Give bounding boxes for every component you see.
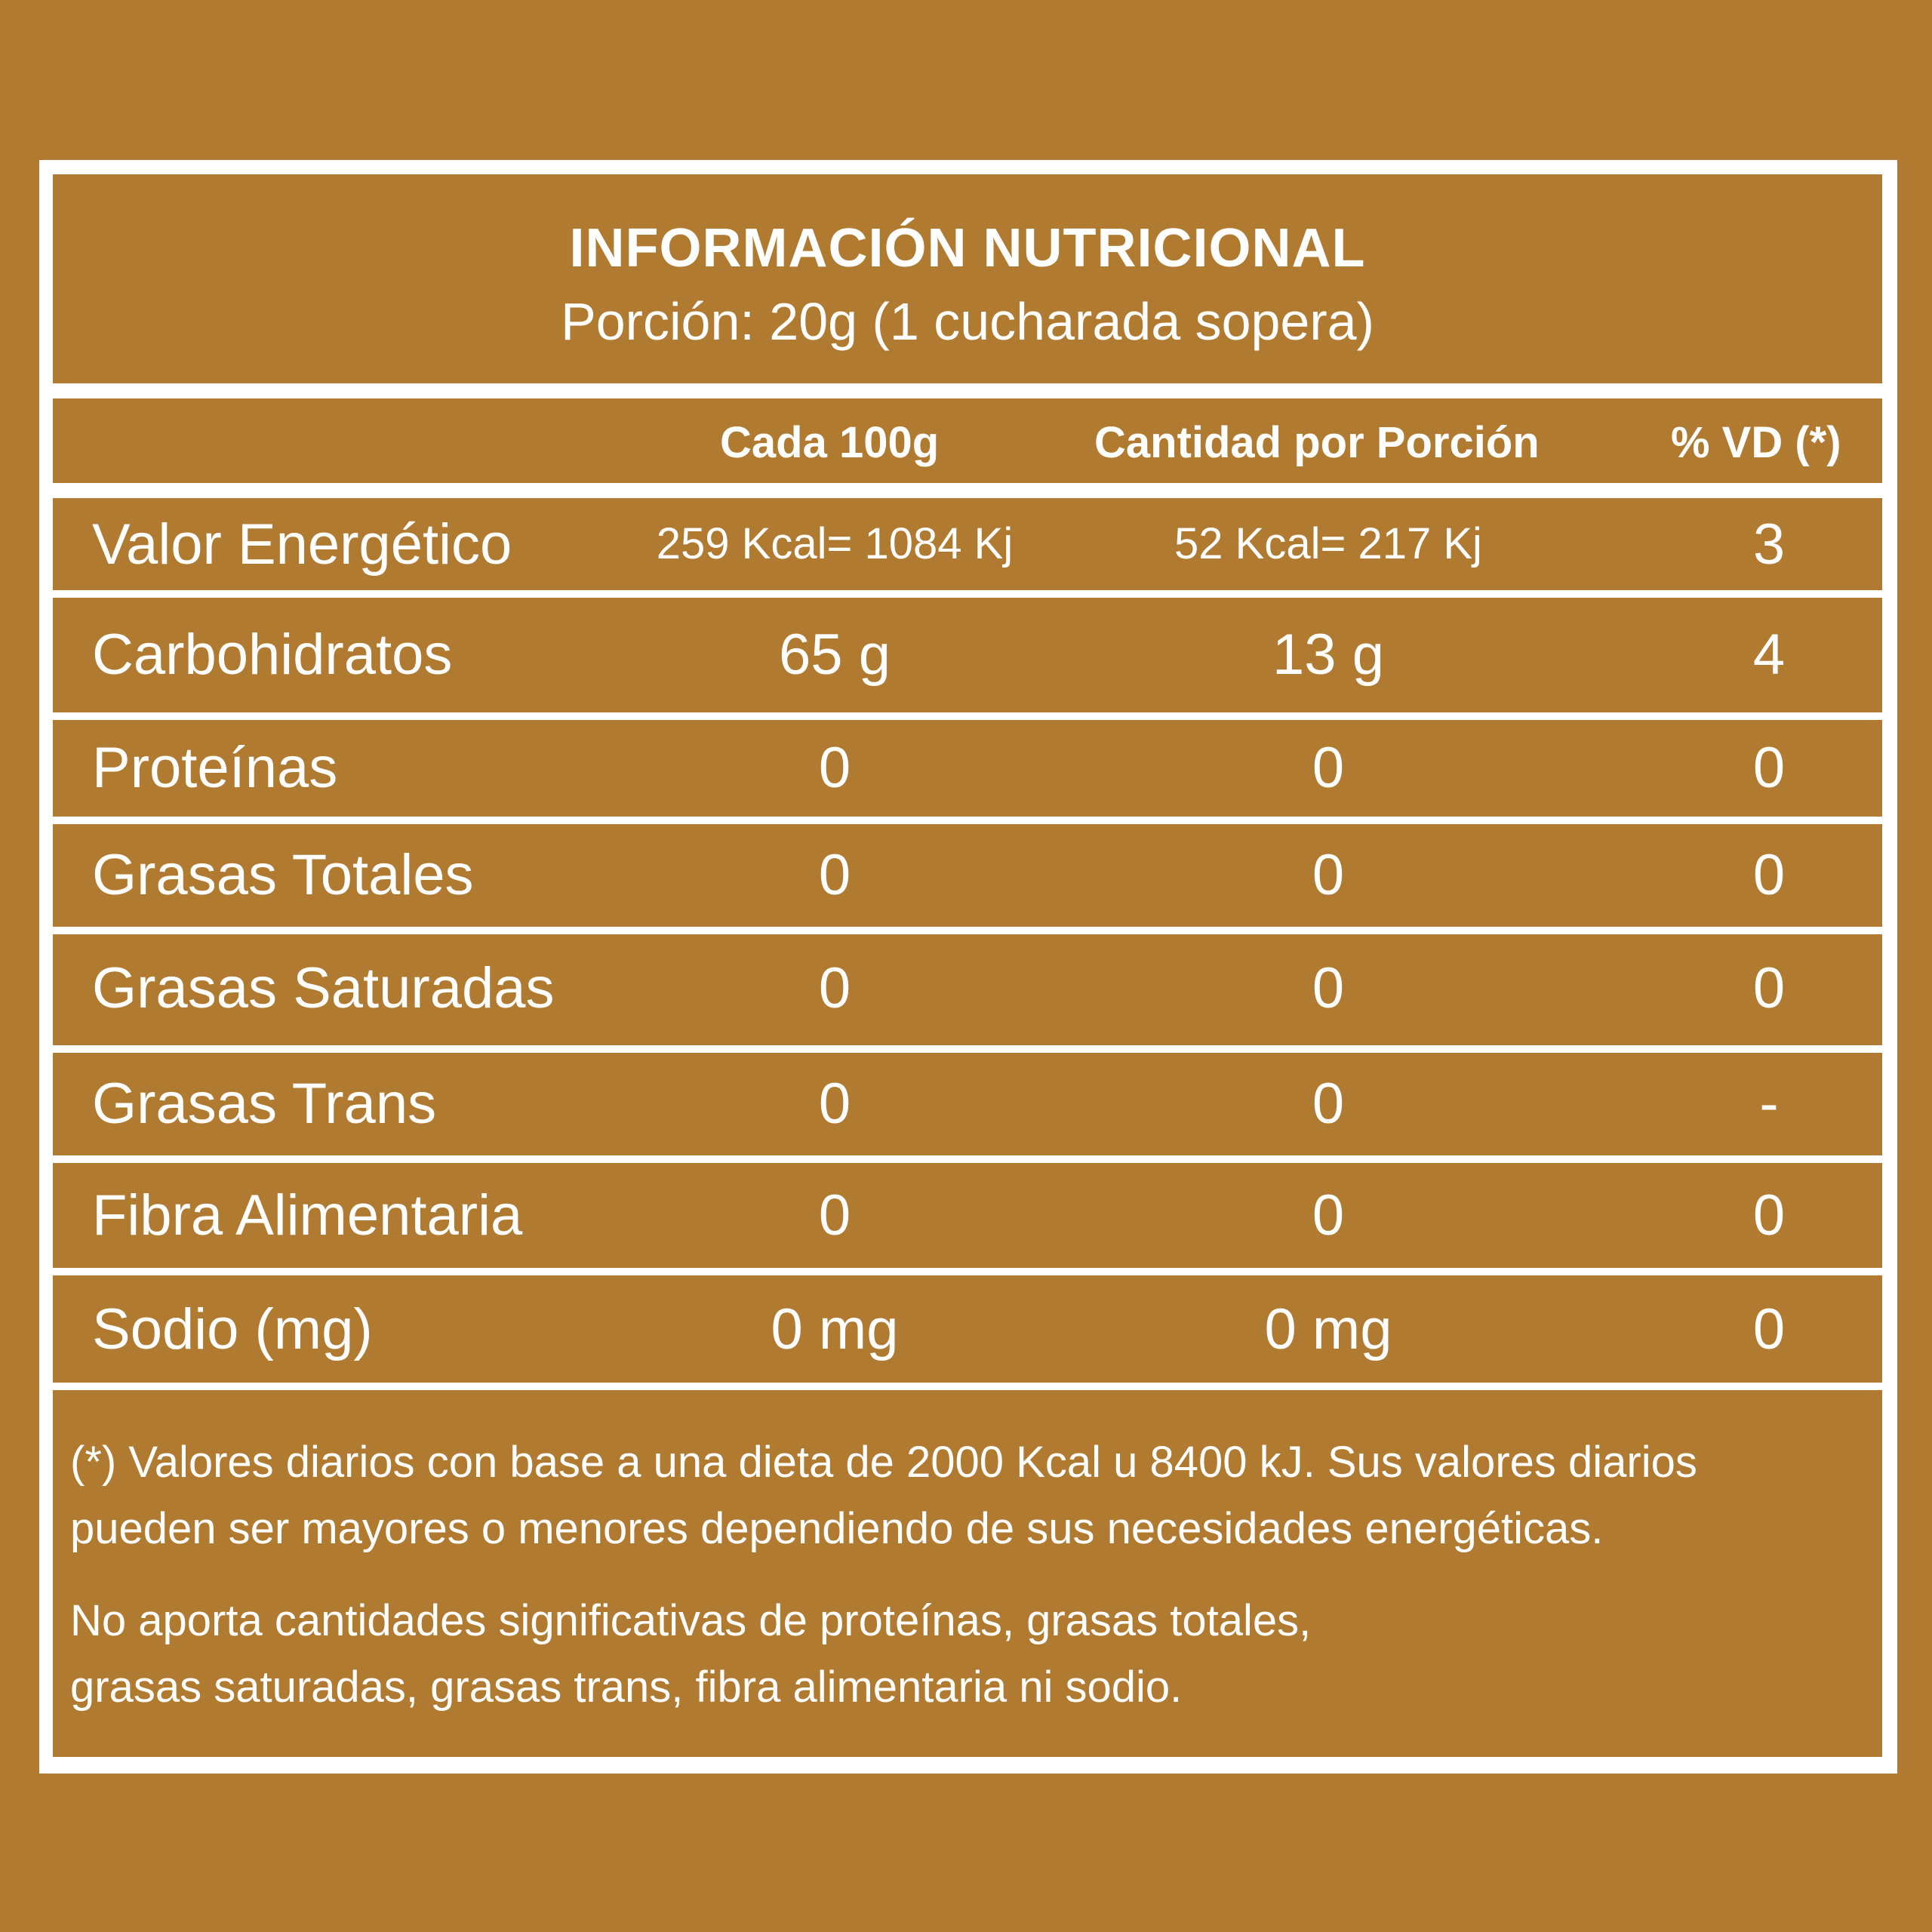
value-per-portion: 0 xyxy=(1312,843,1345,907)
nutrient-name: Carbohidratos xyxy=(92,623,453,687)
footnote-line: No aporta cantidades significativas de proteínas, grasas totales, xyxy=(70,1596,1312,1645)
value-per-100g: 65 g xyxy=(779,623,891,687)
value-daily-percent: 0 xyxy=(1752,736,1786,800)
value-per-portion: 52 Kcal= 217 Kj xyxy=(1174,519,1482,568)
footnotes-cell xyxy=(53,1390,1882,1757)
value-per-100g: 0 mg xyxy=(771,1297,899,1361)
nutrient-name: Grasas Trans xyxy=(92,1072,437,1136)
value-per-100g: 0 xyxy=(818,1072,851,1136)
value-per-100g: 259 Kcal= 1084 Kj xyxy=(656,519,1014,568)
column-header-per-portion: Cantidad por Porción xyxy=(1094,418,1540,467)
value-per-portion: 0 xyxy=(1312,1183,1345,1247)
nutrient-name: Grasas Totales xyxy=(92,843,474,907)
value-per-portion: 13 g xyxy=(1272,623,1384,687)
nutrient-name: Grasas Saturadas xyxy=(92,956,555,1020)
table-row-carbohydrates xyxy=(53,598,1882,712)
value-daily-percent: 3 xyxy=(1752,512,1786,577)
table-title: INFORMACIÓN NUTRICIONAL xyxy=(569,218,1366,278)
table-title-cell xyxy=(53,174,1882,383)
table-row-trans-fat xyxy=(53,1053,1882,1155)
value-daily-percent: - xyxy=(1759,1072,1779,1136)
footnote-line: pueden ser mayores o menores dependiendo de sus necesidades energéticas. xyxy=(70,1504,1604,1553)
portion-size: Porción: 20g (1 cucharada sopera) xyxy=(561,292,1374,351)
nutrient-name: Fibra Alimentaria xyxy=(92,1183,523,1247)
value-daily-percent: 0 xyxy=(1752,1183,1786,1247)
value-per-portion: 0 mg xyxy=(1264,1297,1392,1361)
table-row-proteins xyxy=(53,720,1882,817)
footnote-line: (*) Valores diarios con base a una dieta de 2000 Kcal u 8400 kJ. Sus valores diarios xyxy=(70,1438,1697,1487)
footnote-line: grasas saturadas, grasas trans, fibra alimentaria ni sodio. xyxy=(70,1663,1183,1712)
value-per-100g: 0 xyxy=(818,1183,851,1247)
value-daily-percent: 0 xyxy=(1752,956,1786,1020)
value-per-portion: 0 xyxy=(1312,1072,1345,1136)
value-daily-percent: 0 xyxy=(1752,1297,1786,1361)
column-header-per-100g: Cada 100g xyxy=(720,418,940,467)
value-per-portion: 0 xyxy=(1312,956,1345,1020)
value-per-100g: 0 xyxy=(818,843,851,907)
table-row-energy xyxy=(53,498,1882,590)
nutrient-name: Sodio (mg) xyxy=(92,1297,373,1361)
nutrient-name: Valor Energético xyxy=(92,512,512,577)
column-header-row xyxy=(53,398,1882,483)
value-per-100g: 0 xyxy=(818,956,851,1020)
daily-value-footnote xyxy=(70,1429,1867,1562)
table-row-saturated-fat xyxy=(53,934,1882,1045)
table-row-total-fat xyxy=(53,824,1882,927)
column-header-daily-value: % VD (*) xyxy=(1671,418,1841,467)
nutrients-disclaimer xyxy=(70,1588,1867,1721)
table-row-dietary-fiber xyxy=(53,1163,1882,1268)
value-daily-percent: 4 xyxy=(1752,623,1786,687)
value-per-100g: 0 xyxy=(818,736,851,800)
table-row-sodium xyxy=(53,1275,1882,1383)
value-daily-percent: 0 xyxy=(1752,843,1786,907)
value-per-portion: 0 xyxy=(1312,736,1345,800)
nutrient-name: Proteínas xyxy=(92,736,338,800)
